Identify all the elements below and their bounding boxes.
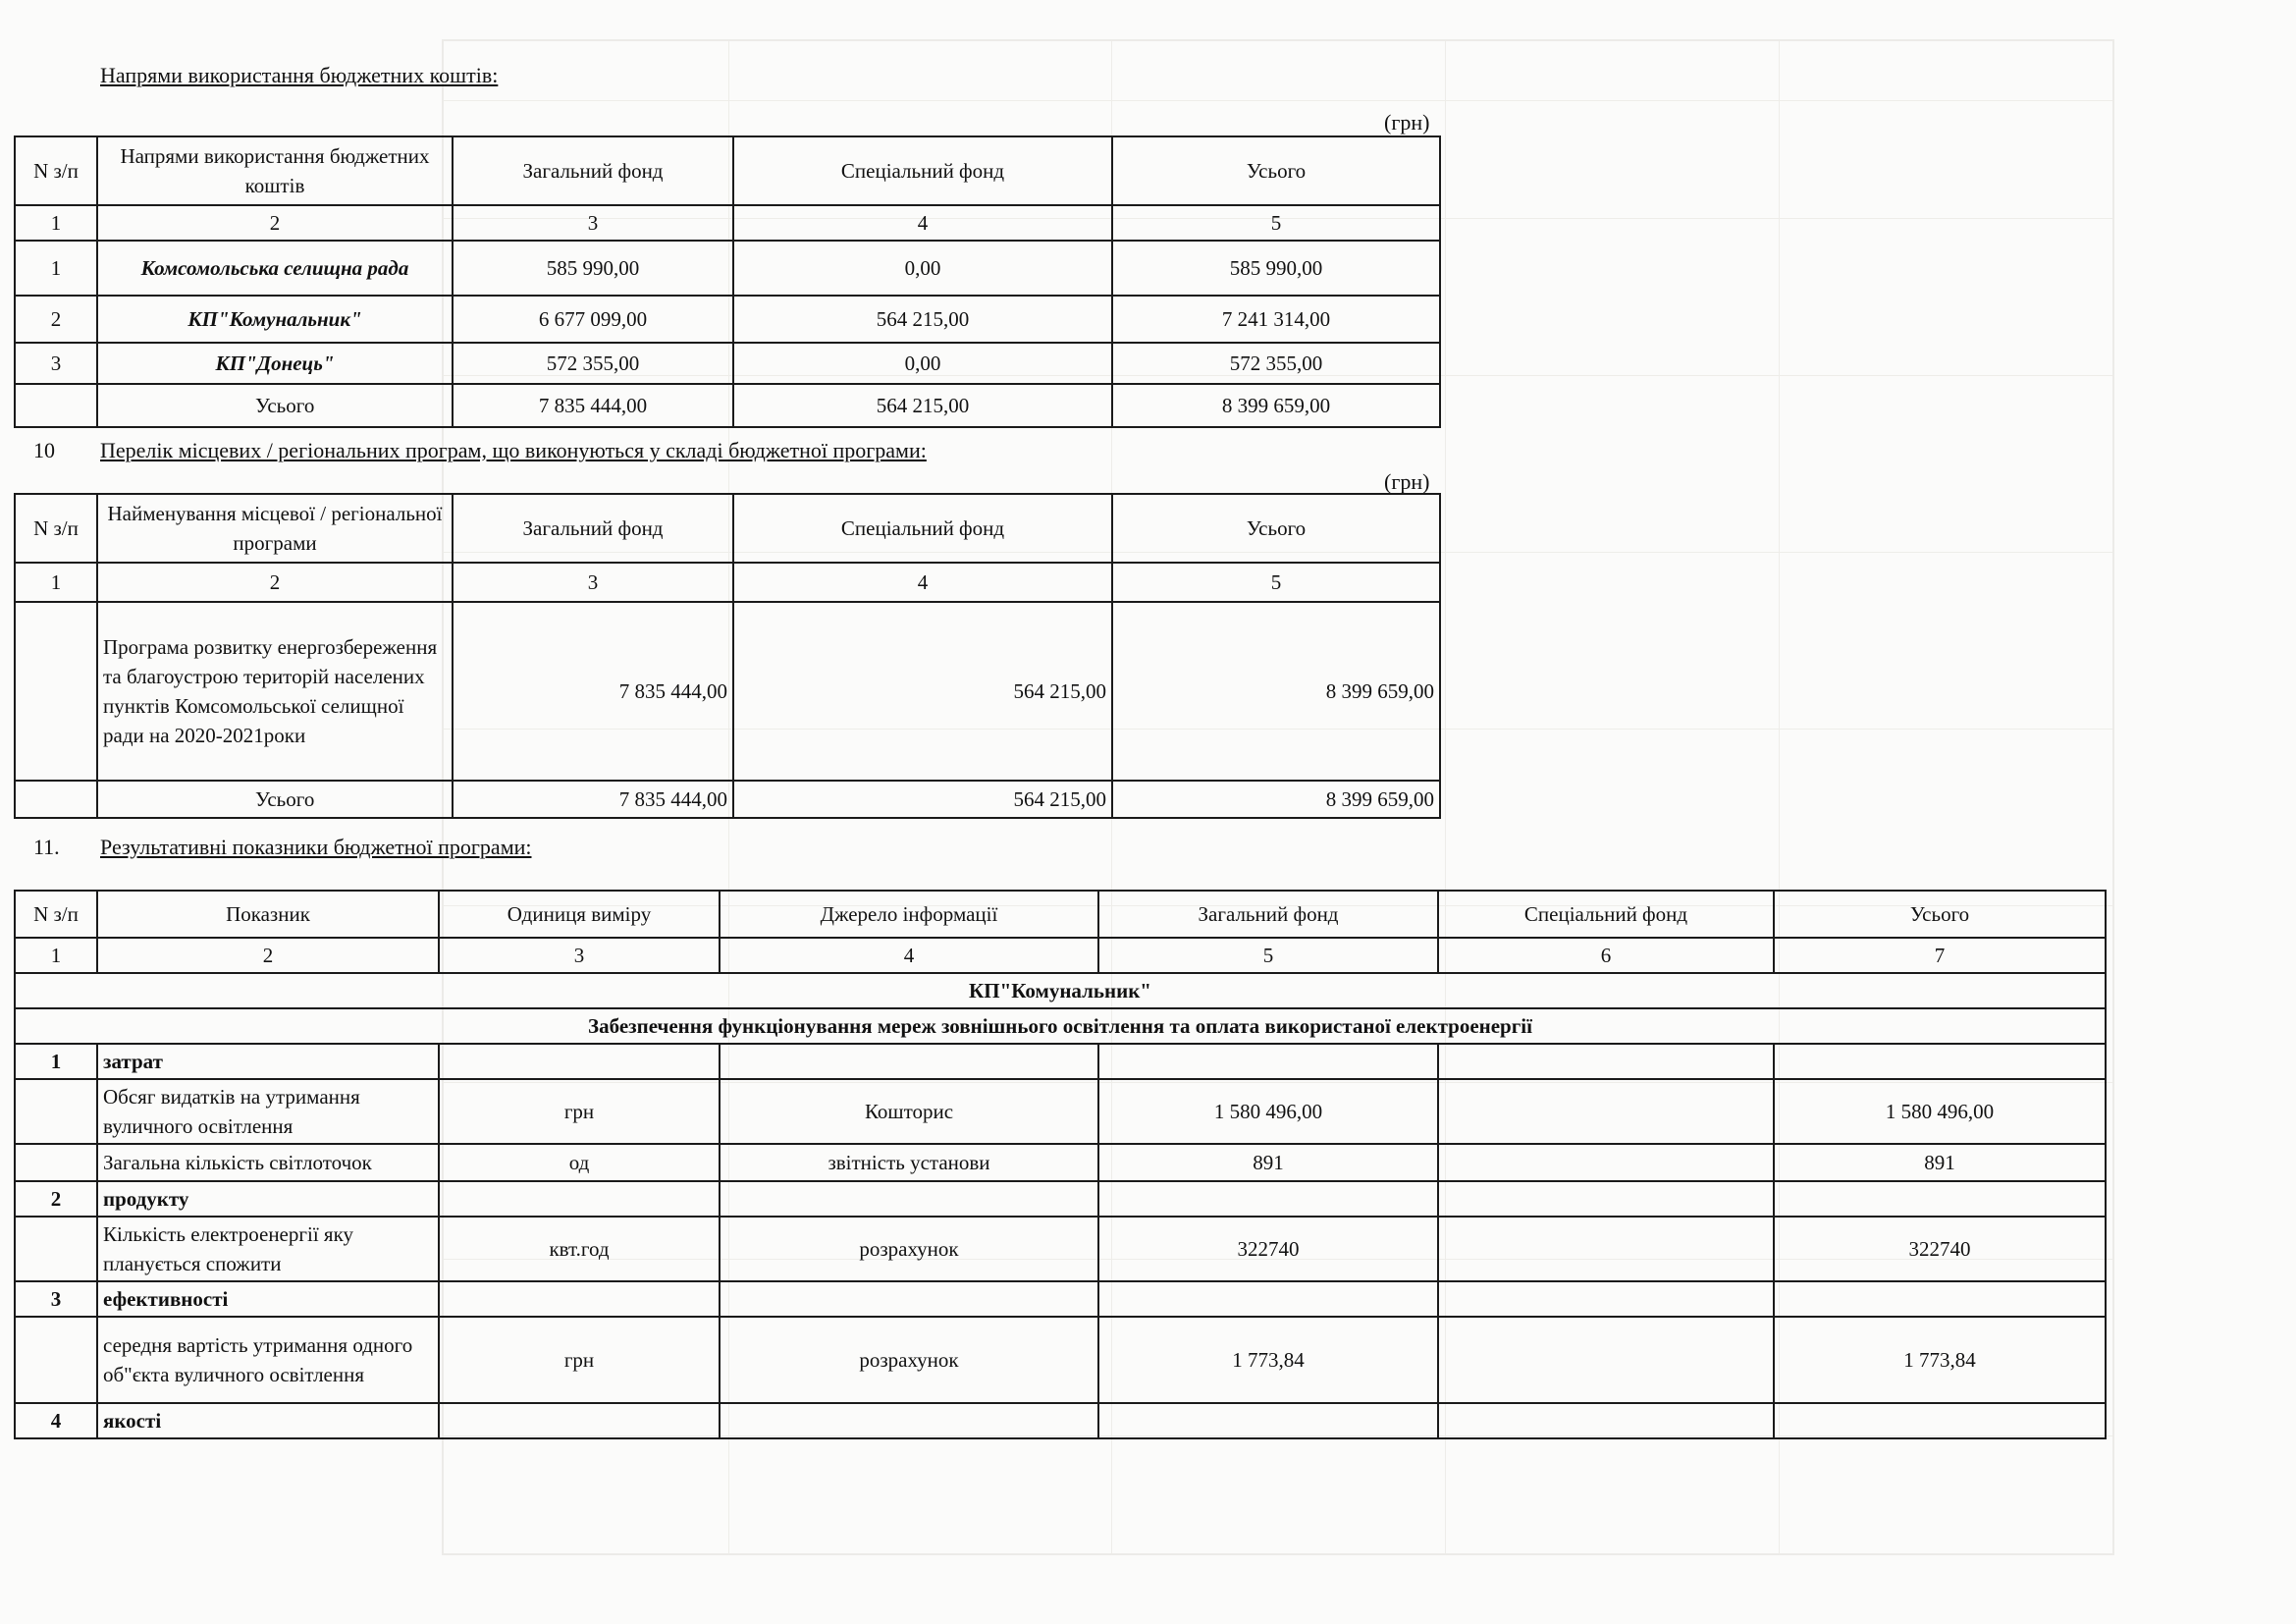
group-name: якості xyxy=(97,1403,439,1438)
group-row xyxy=(15,1281,2106,1317)
section-number: 10 xyxy=(33,438,55,462)
header-cell: Джерело інформації xyxy=(720,891,1098,938)
total-label: Усього xyxy=(97,781,453,818)
indicator-unit: грн xyxy=(439,1317,720,1403)
empty-cell xyxy=(1774,1044,2106,1079)
directions-table xyxy=(14,135,1441,428)
task-name: Забезпечення функціонування мереж зовнішнього освітлення та оплата використаної електроенергії xyxy=(15,1008,2106,1044)
indicator-name: Загальна кількість світлоточок xyxy=(97,1144,439,1181)
total-value: 322740 xyxy=(1774,1217,2106,1281)
section-number: 11. xyxy=(33,835,60,859)
general-fund-total: 7 835 444,00 xyxy=(453,781,733,818)
total-value: 8 399 659,00 xyxy=(1112,602,1440,781)
org-name: КП"Комунальник" xyxy=(15,973,2106,1008)
col-number: 6 xyxy=(1438,938,1774,973)
header-cell: Найменування місцевої / регіональної програми xyxy=(97,494,453,563)
special-fund-value: 0,00 xyxy=(733,343,1112,384)
row-number: 2 xyxy=(15,296,97,343)
total-value: 7 241 314,00 xyxy=(1112,296,1440,343)
col-number: 1 xyxy=(15,938,97,973)
col-number: 2 xyxy=(97,563,453,602)
special-fund-value: 564 215,00 xyxy=(733,296,1112,343)
row-number: 3 xyxy=(15,343,97,384)
empty-cell xyxy=(15,781,97,818)
col-number: 5 xyxy=(1112,205,1440,241)
col-number: 3 xyxy=(453,205,733,241)
empty-cell xyxy=(439,1181,720,1217)
general-fund-value: 1 580 496,00 xyxy=(1098,1079,1438,1144)
table-header-row xyxy=(15,136,1440,205)
row-number xyxy=(15,602,97,781)
empty-cell xyxy=(439,1044,720,1079)
header-cell: Усього xyxy=(1112,494,1440,563)
empty-cell xyxy=(1438,1044,1774,1079)
col-number: 3 xyxy=(439,938,720,973)
grand-total: 8 399 659,00 xyxy=(1112,384,1440,427)
general-fund-value: 6 677 099,00 xyxy=(453,296,733,343)
empty-cell xyxy=(15,1144,97,1181)
group-name: затрат xyxy=(97,1044,439,1079)
group-name: ефективності xyxy=(97,1281,439,1317)
general-fund-value: 1 773,84 xyxy=(1098,1317,1438,1403)
header-cell: Усього xyxy=(1774,891,2106,938)
empty-cell xyxy=(15,1317,97,1403)
indicator-source: Кошторис xyxy=(720,1079,1098,1144)
column-number-row xyxy=(15,205,1440,241)
table-row xyxy=(15,602,1440,781)
special-fund-value xyxy=(1438,1079,1774,1144)
group-number: 1 xyxy=(15,1044,97,1079)
table-row xyxy=(15,241,1440,296)
special-fund-value: 0,00 xyxy=(733,241,1112,296)
empty-cell xyxy=(1098,1181,1438,1217)
empty-cell xyxy=(15,1079,97,1144)
row-name: КП"Комунальник" xyxy=(97,296,453,343)
header-cell: Усього xyxy=(1112,136,1440,205)
col-number: 2 xyxy=(97,938,439,973)
total-value: 585 990,00 xyxy=(1112,241,1440,296)
header-cell: Загальний фонд xyxy=(453,494,733,563)
empty-cell xyxy=(1098,1281,1438,1317)
total-value: 1 773,84 xyxy=(1774,1317,2106,1403)
header-cell: Загальний фонд xyxy=(453,136,733,205)
empty-cell xyxy=(720,1281,1098,1317)
empty-cell xyxy=(15,384,97,427)
empty-cell xyxy=(15,1217,97,1281)
section-directions-title: Напрями використання бюджетних коштів: xyxy=(100,63,499,87)
empty-cell xyxy=(1438,1281,1774,1317)
empty-cell xyxy=(439,1403,720,1438)
total-value: 1 580 496,00 xyxy=(1774,1079,2106,1144)
indicator-row xyxy=(15,1144,2106,1181)
row-number: 1 xyxy=(15,241,97,296)
header-cell: Спеціальний фонд xyxy=(733,494,1112,563)
indicator-name: Кількість електроенергії яку планується спожити xyxy=(97,1217,439,1281)
empty-cell xyxy=(1098,1044,1438,1079)
col-number: 1 xyxy=(15,205,97,241)
col-number: 4 xyxy=(720,938,1098,973)
group-row xyxy=(15,1044,2106,1079)
table-header-row xyxy=(15,494,1440,563)
col-number: 3 xyxy=(453,563,733,602)
indicator-unit: од xyxy=(439,1144,720,1181)
special-fund-value xyxy=(1438,1317,1774,1403)
grand-total: 8 399 659,00 xyxy=(1112,781,1440,818)
section-programs-title: Перелік місцевих / регіональних програм, що виконуються у складі бюджетної програми: xyxy=(100,438,927,462)
header-cell: N з/п xyxy=(15,494,97,563)
header-cell: Загальний фонд xyxy=(1098,891,1438,938)
indicator-source: розрахунок xyxy=(720,1217,1098,1281)
column-number-row xyxy=(15,563,1440,602)
indicator-name: середня вартість утримання одного об"єкта вуличного освітлення xyxy=(97,1317,439,1403)
empty-cell xyxy=(720,1181,1098,1217)
empty-cell xyxy=(439,1281,720,1317)
table-row xyxy=(15,343,1440,384)
group-number: 2 xyxy=(15,1181,97,1217)
header-cell: Показник xyxy=(97,891,439,938)
general-fund-value: 7 835 444,00 xyxy=(453,602,733,781)
indicators-table xyxy=(14,890,2107,1439)
empty-cell xyxy=(1438,1403,1774,1438)
total-row xyxy=(15,781,1440,818)
special-fund-value xyxy=(1438,1144,1774,1181)
task-row xyxy=(15,1008,2106,1044)
group-number: 4 xyxy=(15,1403,97,1438)
programs-table xyxy=(14,493,1441,819)
col-number: 4 xyxy=(733,205,1112,241)
total-value: 891 xyxy=(1774,1144,2106,1181)
total-value: 572 355,00 xyxy=(1112,343,1440,384)
org-row xyxy=(15,973,2106,1008)
special-fund-total: 564 215,00 xyxy=(733,384,1112,427)
general-fund-value: 572 355,00 xyxy=(453,343,733,384)
programs-unit: (грн) xyxy=(1384,469,1430,494)
col-number: 5 xyxy=(1098,938,1438,973)
group-number: 3 xyxy=(15,1281,97,1317)
table-header-row xyxy=(15,891,2106,938)
group-row xyxy=(15,1403,2106,1438)
section-indicators-title: Результативні показники бюджетної програми: xyxy=(100,835,532,859)
row-name: Комсомольська селищна рада xyxy=(97,241,453,296)
header-cell: N з/п xyxy=(15,136,97,205)
indicator-row xyxy=(15,1217,2106,1281)
empty-cell xyxy=(1438,1181,1774,1217)
col-number: 2 xyxy=(97,205,453,241)
empty-cell xyxy=(720,1044,1098,1079)
row-name: КП"Донець" xyxy=(97,343,453,384)
indicator-row xyxy=(15,1317,2106,1403)
indicator-source: розрахунок xyxy=(720,1317,1098,1403)
header-cell: N з/п xyxy=(15,891,97,938)
indicator-source: звітність установи xyxy=(720,1144,1098,1181)
indicator-name: Обсяг видатків на утримання вуличного освітлення xyxy=(97,1079,439,1144)
total-row xyxy=(15,384,1440,427)
group-row xyxy=(15,1181,2106,1217)
indicator-unit: квт.год xyxy=(439,1217,720,1281)
special-fund-value: 564 215,00 xyxy=(733,602,1112,781)
header-cell: Одиниця виміру xyxy=(439,891,720,938)
empty-cell xyxy=(1098,1403,1438,1438)
table-row xyxy=(15,296,1440,343)
empty-cell xyxy=(1774,1281,2106,1317)
indicator-unit: грн xyxy=(439,1079,720,1144)
indicator-row xyxy=(15,1079,2106,1144)
header-cell: Спеціальний фонд xyxy=(733,136,1112,205)
general-fund-value: 322740 xyxy=(1098,1217,1438,1281)
header-cell: Напрями використання бюджетних коштів xyxy=(97,136,453,205)
empty-cell xyxy=(1774,1181,2106,1217)
empty-cell xyxy=(1774,1403,2106,1438)
special-fund-value xyxy=(1438,1217,1774,1281)
col-number: 4 xyxy=(733,563,1112,602)
header-cell: Спеціальний фонд xyxy=(1438,891,1774,938)
column-number-row xyxy=(15,938,2106,973)
empty-cell xyxy=(720,1403,1098,1438)
group-name: продукту xyxy=(97,1181,439,1217)
general-fund-value: 585 990,00 xyxy=(453,241,733,296)
total-label: Усього xyxy=(97,384,453,427)
directions-unit: (грн) xyxy=(1384,110,1430,135)
col-number: 7 xyxy=(1774,938,2106,973)
program-name: Програма розвитку енергозбереження та благоустрою територій населених пунктів Комсомольської селищної ради на 2020-2021роки xyxy=(97,602,453,781)
col-number: 5 xyxy=(1112,563,1440,602)
general-fund-total: 7 835 444,00 xyxy=(453,384,733,427)
special-fund-total: 564 215,00 xyxy=(733,781,1112,818)
general-fund-value: 891 xyxy=(1098,1144,1438,1181)
col-number: 1 xyxy=(15,563,97,602)
